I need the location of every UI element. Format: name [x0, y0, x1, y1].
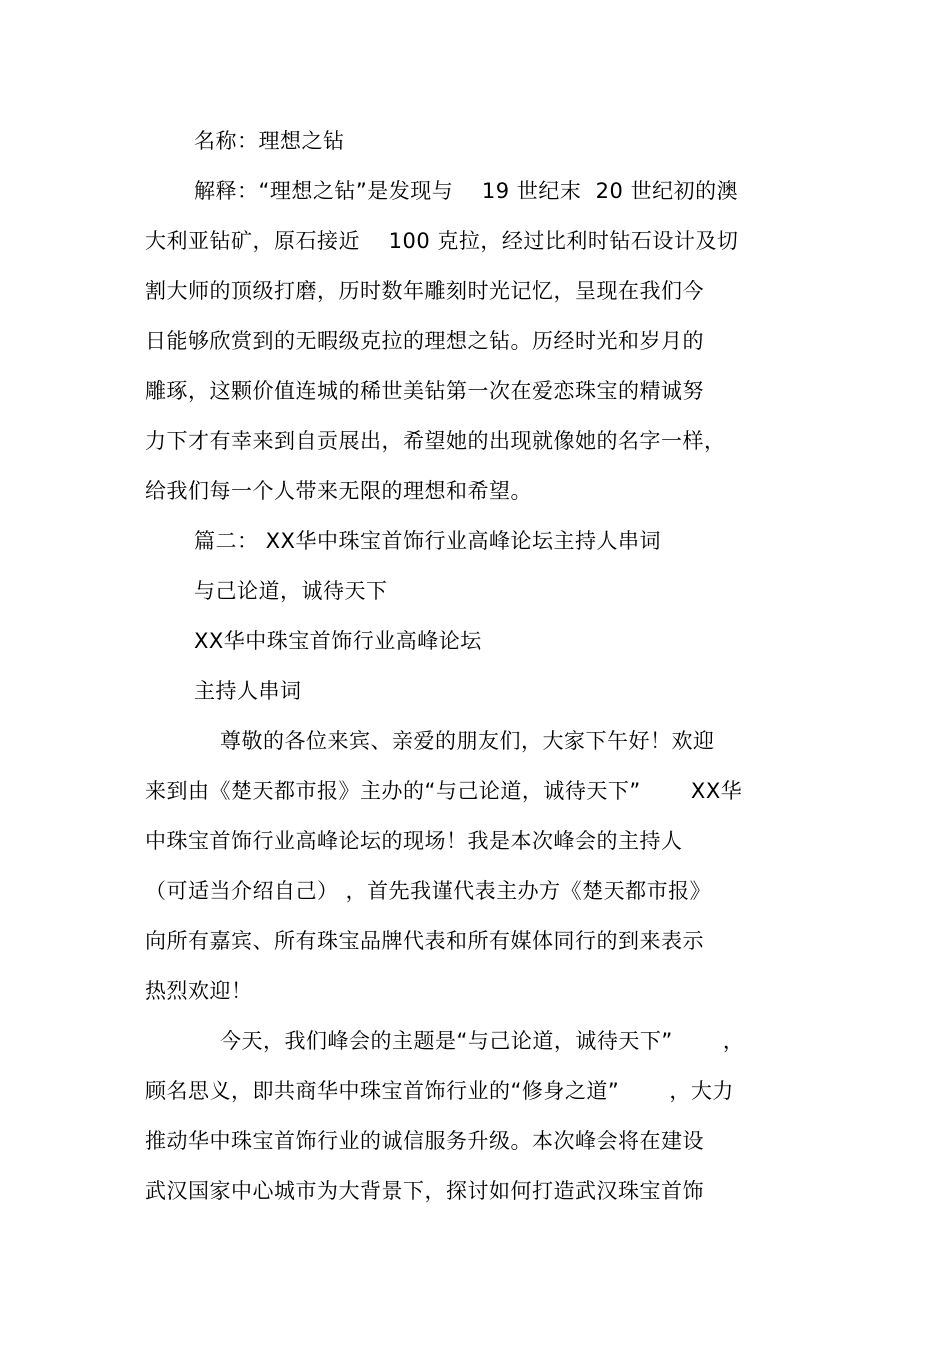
text-line: 力下才有幸来到自贡展出，希望她的出现就像她的名字一样， [145, 429, 726, 453]
text-line-explanation: 解释：“理想之钻”是发现与 19 世纪末 20 世纪初的澳 [194, 179, 739, 203]
text-line: 顾名思义，即共商华中珠宝首饰行业的“修身之道” ，大力 [145, 1079, 734, 1103]
subtitle-line: 主持人串词 [194, 679, 302, 703]
text-line: 推动华中珠宝首饰行业的诚信服务升级。本次峰会将在建设 [145, 1129, 704, 1153]
text-line: 向所有嘉宾、所有珠宝品牌代表和所有媒体同行的到来表示 [145, 929, 704, 953]
subtitle-line: XX华中珠宝首饰行业高峰论坛 [194, 629, 482, 653]
text-line: 热烈欢迎！ [145, 979, 253, 1003]
text-line: 雕琢，这颗价值连城的稀世美钻第一次在爱恋珠宝的精诚努 [145, 379, 704, 403]
text-line: 给我们每一个人带来无限的理想和希望。 [145, 479, 532, 503]
text-line: 今天，我们峰会的主题是“与己论道，诚待天下” ， [220, 1029, 745, 1053]
text-line: 尊敬的各位来宾、亲爱的朋友们，大家下午好！欢迎 [220, 729, 715, 753]
subtitle-line: 与己论道，诚待天下 [194, 579, 388, 603]
text-line: 割大师的顶级打磨，历时数年雕刻时光记忆，呈现在我们今 [145, 279, 704, 303]
text-line: 来到由《楚天都市报》主办的“与己论道，诚待天下” XX华 [145, 779, 743, 803]
text-line: 日能够欣赏到的无暇级克拉的理想之钻。历经时光和岁月的 [145, 329, 704, 353]
section-heading: 篇二： XX华中珠宝首饰行业高峰论坛主持人串词 [194, 529, 661, 553]
text-line: 武汉国家中心城市为大背景下，探讨如何打造武汉珠宝首饰 [145, 1179, 704, 1203]
text-line: 大利亚钻矿，原石接近 100 克拉，经过比利时钻石设计及切 [145, 229, 739, 253]
text-line-name: 名称：理想之钻 [194, 129, 345, 153]
text-line: 中珠宝首饰行业高峰论坛的现场！我是本次峰会的主持人 [145, 829, 683, 853]
text-line: （可适当介绍自己） ，首先我谨代表主办方《楚天都市报》 [145, 879, 712, 903]
